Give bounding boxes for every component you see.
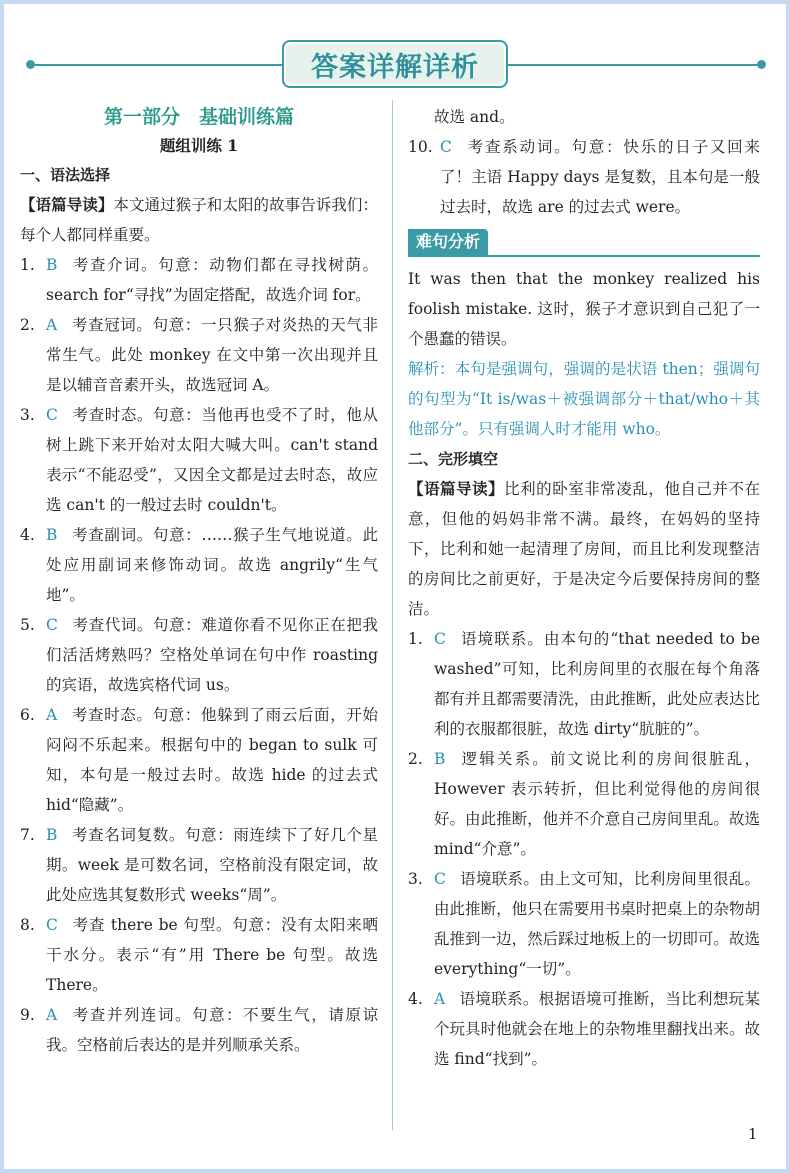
answer-explanation: 逻辑关系。前文说比利的房间很脏乱，However 表示转折，但比利觉得他的房间很好。由此推断，他并不介意自己房间里乱。故选 mind“介意”。 bbox=[434, 750, 760, 858]
answer-letter: B bbox=[434, 750, 446, 768]
answer-item bbox=[20, 700, 378, 820]
answer-item bbox=[20, 610, 378, 700]
answer-item bbox=[20, 400, 378, 520]
item-number: 9. bbox=[20, 1006, 35, 1024]
answer-explanation: 考查系动词。句意：快乐的日子又回来了！主语 Happy days 是复数，且本句是一般过去时，故选 are 的过去式 were。 bbox=[440, 138, 760, 216]
item-number: 5. bbox=[20, 616, 35, 634]
left-column bbox=[20, 102, 378, 1060]
item-number: 2. bbox=[408, 750, 423, 768]
header-title: 答案详解详析 bbox=[311, 51, 479, 83]
answer-explanation: 语境联系。由本句的“that needed to be washed”可知，比利房间里的衣服在每个角落都有并且都需要清洗，由此推断，此处应表达比利的衣服都很脏，故选 dirty“肮脏的”。 bbox=[434, 630, 760, 738]
answer-item bbox=[20, 820, 378, 910]
item-number: 4. bbox=[20, 526, 35, 544]
section-title-cloze: 二、完形填空 bbox=[408, 450, 499, 468]
answer-item bbox=[408, 624, 760, 744]
header-banner bbox=[282, 40, 508, 88]
answer-letter: B bbox=[46, 256, 58, 274]
grammar-answer-list bbox=[20, 250, 378, 1060]
cloze-answer-list bbox=[408, 624, 760, 1074]
item-number: 1. bbox=[20, 256, 35, 274]
item-number: 7. bbox=[20, 826, 35, 844]
continued-text: 故选 and。 bbox=[434, 108, 515, 126]
guide-label: 【语篇导读】 bbox=[20, 195, 114, 214]
answer-explanation: 考查代词。句意：难道你看不见你正在把我们活活烤熟吗？空格处单词在句中作 roasting 的宾语，故选宾格代词 us。 bbox=[46, 616, 378, 694]
tag-label: 难句分析 bbox=[408, 229, 488, 255]
answer-item bbox=[20, 310, 378, 400]
difficult-sentence: It was then that the monkey realized his foolish mistake. 这时，猴子才意识到自己犯了一个愚蠢的错误。 bbox=[408, 270, 760, 348]
item-number: 6. bbox=[20, 706, 35, 724]
group-title: 题组训练 1 bbox=[159, 136, 239, 155]
section-title-grammar: 一、语法选择 bbox=[20, 166, 111, 184]
answer-letter: B bbox=[46, 826, 58, 844]
answer-item bbox=[20, 910, 378, 1000]
item-number: 1. bbox=[408, 630, 423, 648]
guide-text: 比利的卧室非常凌乱，他自己并不在意，但他的妈妈非常不满。最终，在妈妈的坚持下，比利和她一起清理了房间，而且比利发现整洁的房间比之前更好，于是决定今后要保持房间的整洁。 bbox=[408, 480, 760, 618]
header-dot-right bbox=[757, 60, 766, 69]
answer-item bbox=[20, 1000, 378, 1060]
answer-letter: B bbox=[46, 526, 58, 544]
answer-item bbox=[408, 132, 760, 222]
item-number: 3. bbox=[408, 870, 423, 888]
answer-explanation: 语境联系。由上文可知，比利房间里很乱。由此推断，他只在需要用书桌时把桌上的杂物胡乱推到一边，然后踩过地板上的一切即可。故选 everything“一切”。 bbox=[434, 870, 760, 978]
item-number: 8. bbox=[20, 916, 35, 934]
answer-item bbox=[408, 744, 760, 864]
answer-letter: C bbox=[434, 870, 446, 888]
answer-explanation: 考查 there be 句型。句意：没有太阳来晒干水分。表示“有”用 There be 句型。故选 There。 bbox=[46, 916, 378, 994]
header-rule-left bbox=[30, 64, 284, 66]
passage-guide bbox=[20, 190, 378, 250]
item-number: 3. bbox=[20, 406, 35, 424]
item-number: 2. bbox=[20, 316, 35, 334]
passage-guide-cloze bbox=[408, 474, 760, 624]
answer-explanation: 考查时态。句意：当他再也受不了时，他从树上跳下来开始对太阳大喊大叫。can't stand 表示“不能忍受”，又因全文都是过去时态，故应选 can't 的一般过去时 couldn't。 bbox=[46, 406, 378, 514]
part-title: 第一部分 基础训练篇 bbox=[103, 106, 294, 128]
answer-letter: C bbox=[46, 916, 58, 934]
page-number: 1 bbox=[748, 1125, 758, 1143]
item-number: 10. bbox=[408, 138, 433, 156]
answer-item bbox=[20, 250, 378, 310]
difficult-sentence-tag bbox=[408, 226, 760, 260]
answer-explanation: 考查名词复数。句意：雨连续下了好几个星期。week 是可数名词，空格前没有限定词，故此处应选其复数形式 weeks“周”。 bbox=[46, 826, 378, 904]
answer-item bbox=[20, 520, 378, 610]
answer-letter: A bbox=[46, 1006, 58, 1024]
guide-label: 【语篇导读】 bbox=[408, 479, 505, 498]
answer-item bbox=[408, 984, 760, 1074]
answer-letter: A bbox=[46, 706, 58, 724]
right-column bbox=[408, 102, 760, 1074]
answer-letter: A bbox=[434, 990, 446, 1008]
item-number: 4. bbox=[408, 990, 423, 1008]
answer-letter: C bbox=[46, 616, 58, 634]
answer-letter: C bbox=[46, 406, 58, 424]
answer-letter: A bbox=[46, 316, 58, 334]
sentence-analysis: 解析：本句是强调句，强调的是状语 then；强调句的句型为“It is/was＋被强调部分＋that/who＋其他部分”。只有强调人时才能用 who。 bbox=[408, 360, 760, 438]
header-rule-right bbox=[506, 64, 762, 66]
answer-explanation: 考查并列连词。句意：不要生气，请原谅我。空格前后表达的是并列顺承关系。 bbox=[46, 1006, 378, 1054]
answer-letter: C bbox=[434, 630, 446, 648]
answer-explanation: 考查介词。句意：动物们都在寻找树荫。search for“寻找”为固定搭配，故选介词 for。 bbox=[46, 256, 378, 304]
answer-explanation: 语境联系。根据语境可推断，当比利想玩某个玩具时他就会在地上的杂物堆里翻找出来。故选 find“找到”。 bbox=[434, 990, 760, 1068]
answer-explanation: 考查时态。句意：他躲到了雨云后面，开始闷闷不乐起来。根据句中的 began to sulk 可知，本句是一般过去时。故选 hide 的过去式 hid“隐藏”。 bbox=[46, 706, 378, 814]
column-divider bbox=[392, 100, 393, 1130]
answer-explanation: 考查副词。句意：……猴子生气地说道。此处应用副词来修饰动词。故选 angrily“生气地”。 bbox=[46, 526, 378, 604]
answer-item bbox=[408, 864, 760, 984]
guide-text: 本文通过猴子和太阳的故事告诉我们：每个人都同样重要。 bbox=[20, 196, 378, 244]
answer-letter: C bbox=[440, 138, 452, 156]
answer-explanation: 考查冠词。句意：一只猴子对炎热的天气非常生气。此处 monkey 在文中第一次出现并且是以辅音音素开头，故选冠词 A。 bbox=[46, 316, 378, 394]
